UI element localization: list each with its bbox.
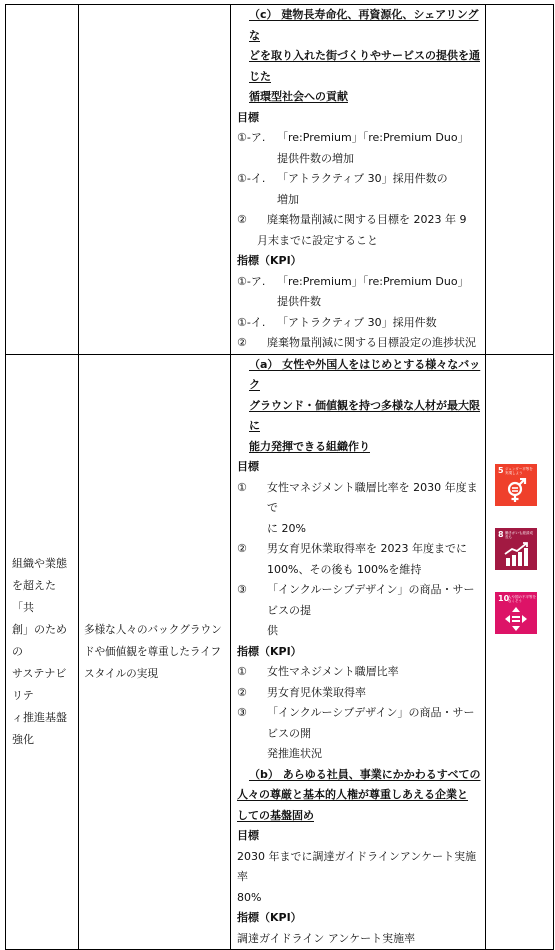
kpi-line: 提供件数 — [277, 295, 321, 308]
kpi-line: 廃棄物量削減に関する目標設定の進捗状況 — [267, 336, 476, 349]
sdg-label: 人や国の不平等をなくそう — [508, 595, 536, 603]
theme-cell — [6, 354, 79, 950]
goal-line: 「インクルーシブデザイン」の商品・サービスの提 — [267, 583, 475, 617]
goals-cell-circular — [231, 5, 486, 355]
goal-number: ①-ア. — [237, 131, 266, 144]
gender-equality-icon — [504, 478, 528, 504]
goal-item — [237, 580, 481, 642]
goal-line: 月末までに設定すること — [257, 233, 378, 247]
goal-line: 廃棄物量削減に関する目標を 2023 年 9 — [267, 213, 467, 226]
goals-label: 目標 — [237, 110, 259, 124]
goal-line: 「re:Premium」「re:Premium Duo」 — [277, 131, 469, 144]
heading-line: 循環型社会への貢献 — [249, 90, 348, 103]
kpi-line: 「re:Premium」「re:Premium Duo」 — [277, 274, 469, 288]
goal-number: ③ — [237, 583, 247, 596]
goal-line: 女性マネジメント職層比率を 2030 年度まで — [267, 480, 478, 514]
kpi-item — [237, 272, 481, 313]
heading-line: どを取り入れた街づくりやサービスの提供を通じた — [249, 49, 480, 83]
heading-line: 能力発揮できる組織作り — [249, 439, 370, 453]
kpi-number: ② — [237, 685, 247, 699]
goal-line: 2030 年までに調達ガイドラインアンケート実施率 — [237, 849, 477, 883]
goal-item — [237, 169, 481, 210]
goal-number: ② — [237, 542, 247, 555]
goals-label: 目標 — [237, 460, 259, 473]
section-heading-b — [237, 765, 481, 827]
goal-number: ② — [237, 213, 247, 226]
objective-cell-empty — [79, 5, 231, 355]
sdg-number: 5 — [498, 466, 504, 475]
kpi-number: ① — [237, 665, 247, 678]
objective-cell — [79, 354, 231, 950]
reduced-inequalities-icon — [504, 606, 528, 632]
heading-line: しての基盤固め — [237, 808, 314, 822]
kpi-item — [237, 683, 481, 704]
sdg-label: 働きがいも経済成長も — [505, 531, 533, 539]
theme-line: 強化 — [12, 732, 34, 746]
sustainability-table — [5, 4, 554, 950]
kpi-number: ② — [237, 336, 247, 349]
theme-line: サステナビリテ — [12, 666, 67, 702]
goal-number: ① — [237, 480, 247, 494]
table-row — [6, 5, 554, 355]
sdg-8-icon — [495, 528, 537, 570]
goal-line: に 20% — [267, 521, 306, 535]
goal-item — [237, 539, 481, 580]
goal-number: ①-イ. — [237, 172, 266, 185]
kpi-number: ①-ア. — [237, 274, 266, 288]
objective-line: スタイルの実現 — [84, 667, 158, 680]
kpi-label: 指標（KPI） — [237, 644, 302, 658]
kpi-label: 指標（KPI） — [237, 254, 302, 267]
section-heading-c — [237, 5, 481, 108]
sdg-cell — [486, 354, 554, 950]
goal-item — [237, 210, 481, 251]
heading-line: （a） 女性や外国人をはじめとする様々なバック — [249, 357, 481, 391]
sdg-number: 10 — [498, 594, 510, 603]
table-row — [6, 354, 554, 950]
sdg-10-icon — [495, 592, 537, 634]
objective-line: ドや価値観を尊重したライフ — [84, 645, 222, 658]
kpi-line: 発推進状況 — [267, 747, 322, 760]
goal-line: 男女育児休業取得率を 2023 年度までに — [267, 542, 467, 555]
theme-line: 組織や業態 — [12, 556, 67, 570]
heading-line: （c） 建物長寿命化、再資源化、シェアリングな — [249, 8, 479, 42]
sdg-cell-empty — [486, 5, 554, 355]
economic-growth-icon — [504, 542, 530, 566]
goals-cell-diversity — [231, 354, 486, 950]
goal-item — [237, 128, 481, 169]
goal-line: 供 — [267, 624, 278, 637]
goal-line: 「アトラクティブ 30」採用件数の — [277, 172, 448, 185]
sdg-label: ジェンダー平等を実現しよう — [505, 467, 533, 475]
kpi-line: 調達ガイドライン アンケート実施率 — [237, 931, 416, 945]
goals-label: 目標 — [237, 829, 259, 842]
goal-line: 80% — [237, 890, 262, 904]
kpi-item — [237, 333, 481, 354]
heading-line: 人々の尊厳と基本的人権が尊重しあえる企業と — [237, 788, 468, 801]
theme-line: 創」のための — [12, 622, 67, 658]
section-heading-a — [237, 355, 481, 458]
kpi-item — [237, 662, 481, 683]
kpi-label: 指標（KPI） — [237, 911, 302, 924]
kpi-line: 「インクルーシブデザイン」の商品・サービスの開 — [267, 706, 475, 740]
kpi-number: ③ — [237, 706, 247, 719]
kpi-line: 男女育児休業取得率 — [267, 685, 366, 699]
kpi-number: ①-イ. — [237, 315, 266, 329]
sdg-5-icon — [495, 464, 537, 506]
theme-cell-empty — [6, 5, 79, 355]
goal-line: 増加 — [277, 192, 299, 206]
kpi-line: 女性マネジメント職層比率 — [267, 665, 399, 678]
heading-line: （b） あらゆる社員、事業にかかわるすべての — [249, 767, 481, 781]
heading-line: グラウンド・価値観を持つ多様な人材が最大限に — [249, 398, 480, 432]
kpi-item — [237, 313, 481, 334]
theme-line: を超えた「共 — [12, 578, 56, 614]
kpi-line: 「アトラクティブ 30」採用件数 — [277, 315, 437, 329]
theme-line: ィ推進基盤 — [12, 710, 67, 724]
goal-line: 提供件数の増加 — [277, 151, 354, 165]
objective-line: 多様な人々のバックグラウン — [84, 623, 222, 636]
goal-line: 100%、その後も 100%を維持 — [267, 562, 422, 576]
kpi-item — [237, 703, 481, 765]
sdg-number: 8 — [498, 530, 504, 539]
goal-item — [237, 478, 481, 540]
